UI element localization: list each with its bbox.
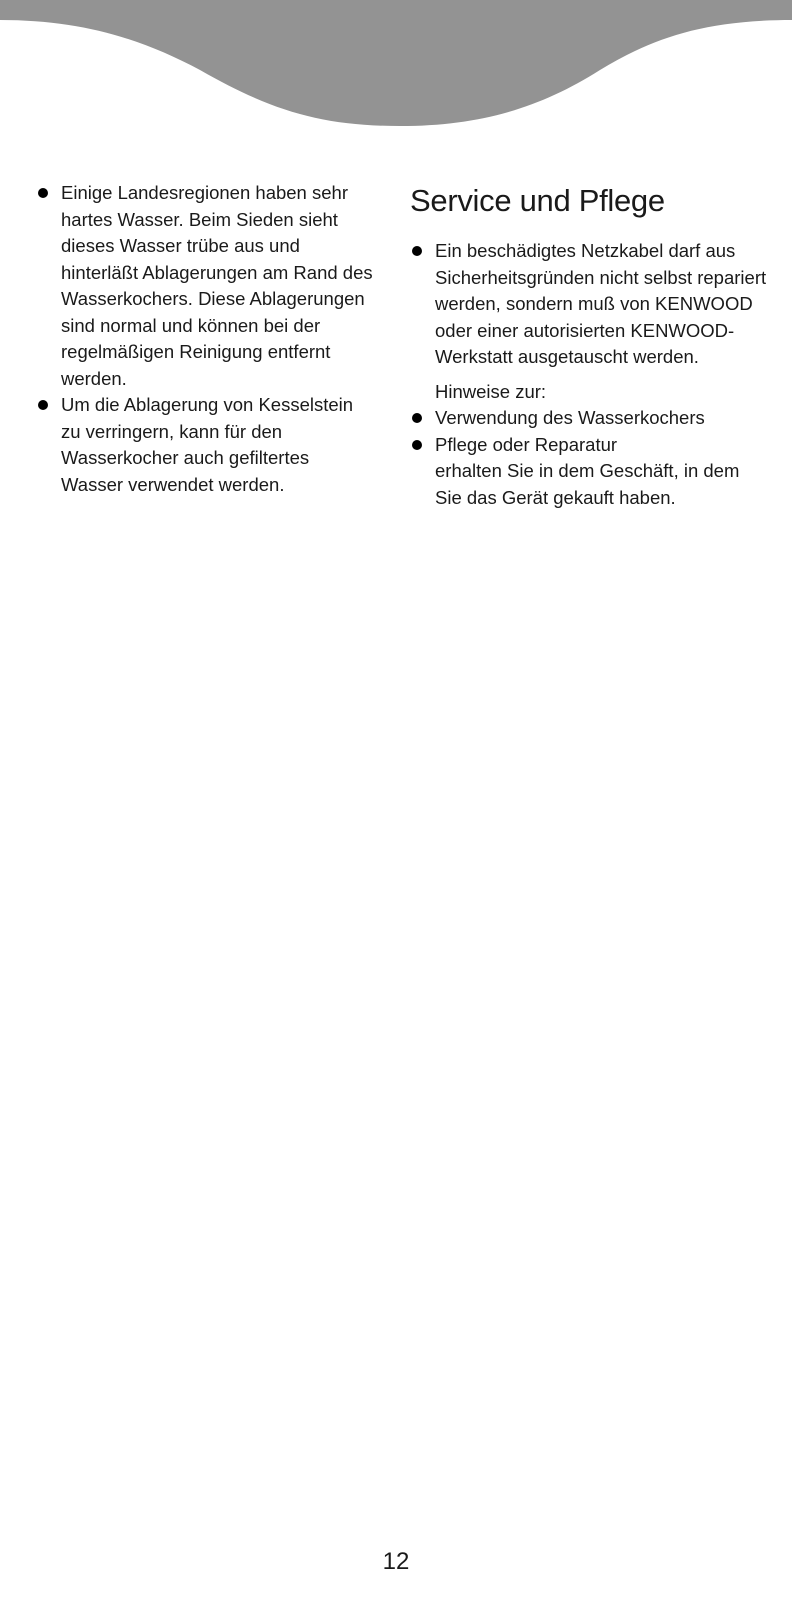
list-item-text: Pflege oder Reparatur (435, 433, 618, 455)
bullet-icon (38, 400, 48, 410)
page-number: 12 (382, 1548, 410, 1575)
list-item (410, 405, 770, 432)
bullet-icon (412, 440, 422, 450)
header-wave-decoration (0, 0, 792, 130)
list-item (36, 180, 376, 392)
list-item (36, 392, 376, 498)
list-item-text: Ein beschädigtes Netzkabel darf aus Sicherheitsgründen nicht selbst repariert werden, sondern muß von KENWOOD oder einer autorisierten KENWOOD-Werkstatt ausgetauscht werden. (435, 240, 767, 367)
left-column (36, 180, 376, 498)
service-bullet-list (410, 238, 770, 371)
list-item-text: Verwendung des Wasserkochers (435, 407, 705, 428)
right-column (410, 180, 770, 511)
bullet-icon (412, 413, 422, 423)
list-item (410, 238, 770, 371)
list-item-text: Einige Landesregionen haben sehr hartes Wasser. Beim Sieden sieht dieses Wasser trübe aus und hinterläßt Ablagerungen am Rand des Wasserkochers. Diese Ablagerungen sind normal und können bei der regelmäßigen Reinigung entfernt werden. (61, 182, 373, 389)
bullet-icon (412, 246, 422, 256)
left-bullet-list (36, 180, 376, 498)
section-title: Service und Pflege (410, 183, 665, 218)
list-item (410, 432, 770, 459)
note-bullet-list (410, 405, 770, 458)
bullet-icon (38, 188, 48, 198)
list-item-text: Um die Ablagerung von Kesselstein zu verringern, kann für den Wasserkocher auch gefiltertes Wasser verwendet werden. (61, 394, 354, 495)
note-intro: Hinweise zur: (435, 380, 547, 402)
note-outro: erhalten Sie in dem Geschäft, in dem Sie das Gerät gekauft haben. (435, 460, 740, 508)
